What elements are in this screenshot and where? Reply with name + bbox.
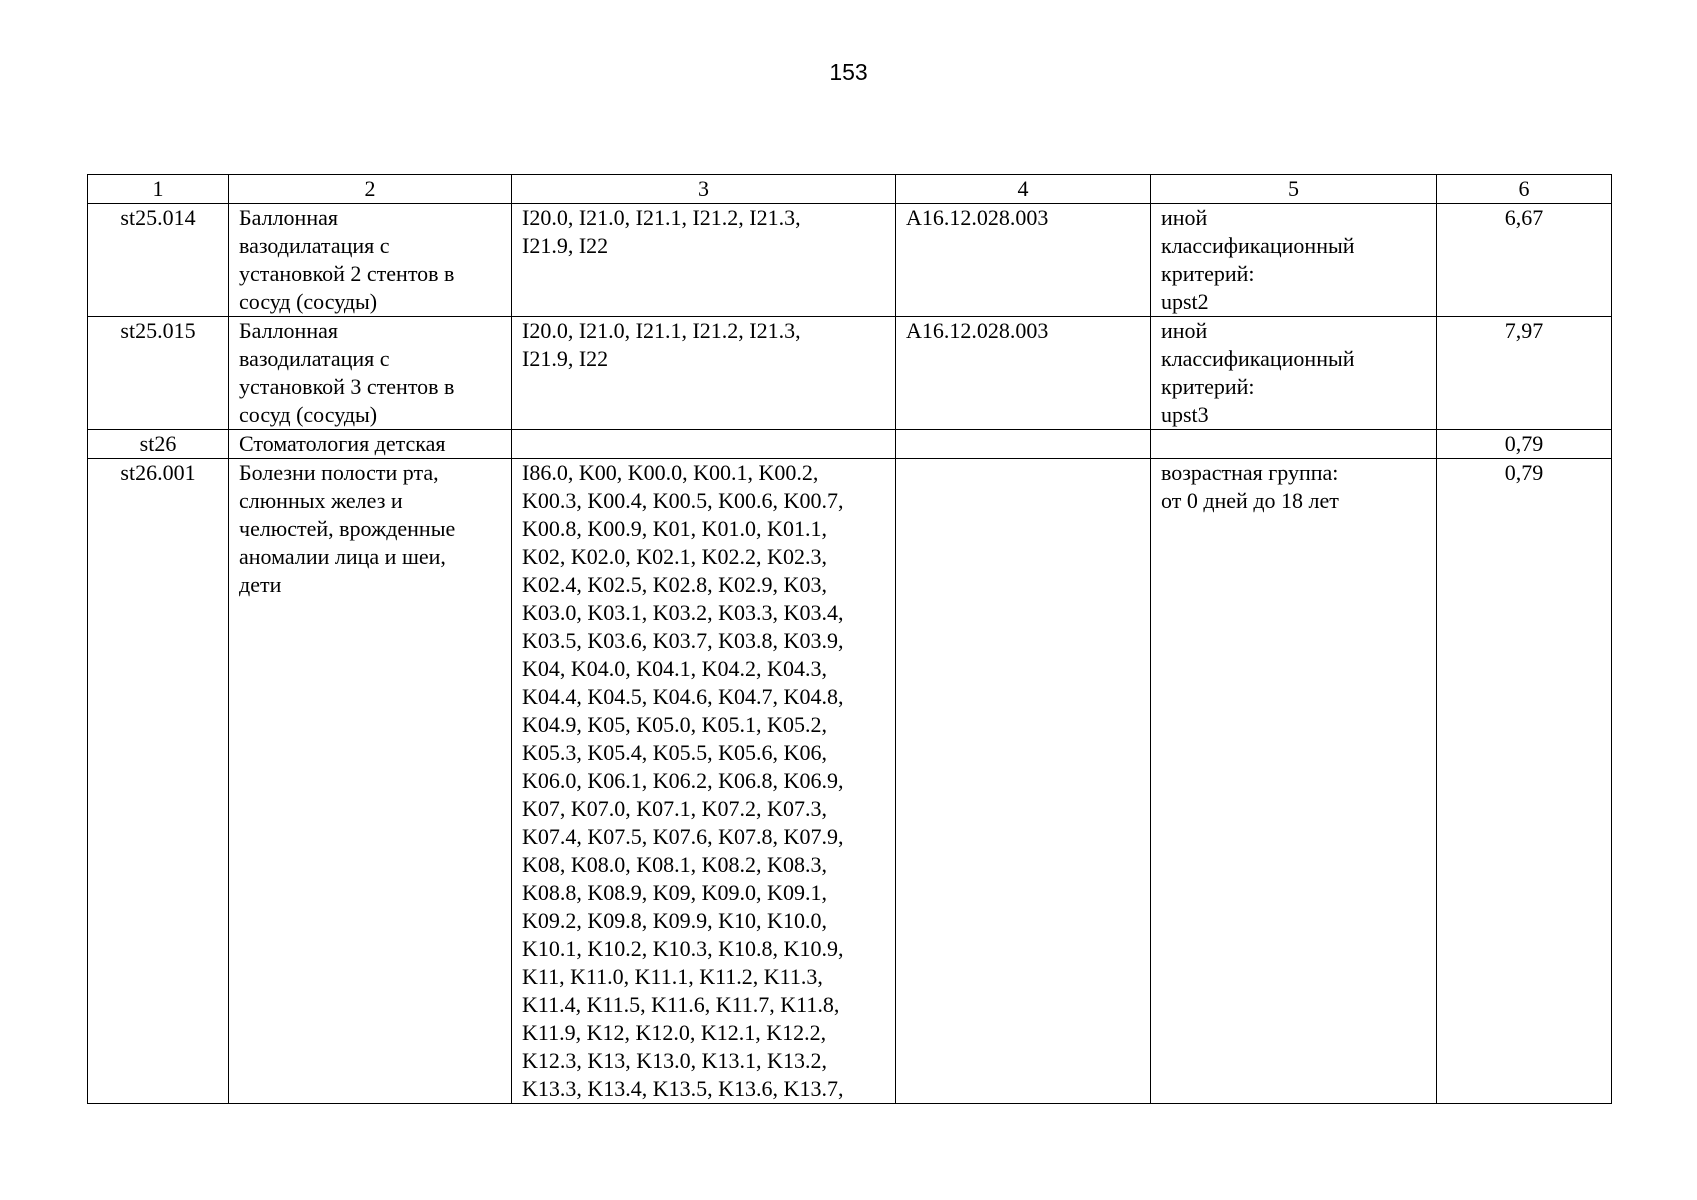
header-col-1: 1 (88, 175, 229, 204)
classification-criteria (1151, 459, 1437, 1104)
diagnosis-codes-line: K13.3, K13.4, K13.5, K13.6, K13.7, (522, 1076, 844, 1101)
diagnosis-codes-line: K04.9, K05, K05.0, K05.1, K05.2, (522, 712, 827, 737)
classification-criteria (1151, 317, 1437, 430)
header-col-2: 2 (229, 175, 512, 204)
ksg-name-line: Баллонная (239, 205, 338, 230)
ksg-name-line: челюстей, врожденные (239, 516, 456, 541)
ksg-name (229, 204, 512, 317)
header-row (88, 175, 1612, 204)
coefficient: 7,97 (1437, 317, 1612, 430)
header-col-6: 6 (1437, 175, 1612, 204)
ksg-name-line: установкой 2 стентов в (239, 261, 455, 286)
diagnosis-codes-line: K11.4, K11.5, K11.6, K11.7, K11.8, (522, 992, 840, 1017)
ksg-name-line: Болезни полости рта, (239, 460, 439, 485)
diagnosis-codes (512, 430, 896, 459)
ksg-name-line: сосуд (сосуды) (239, 289, 378, 314)
ksg-name-line: установкой 3 стентов в (239, 374, 455, 399)
ksg-name-line: Стоматология детская (239, 431, 446, 456)
classification-criteria-line: классификационный (1161, 233, 1355, 258)
diagnosis-codes-line: K11.9, K12, K12.0, K12.1, K12.2, (522, 1020, 827, 1045)
page-number: 153 (829, 59, 868, 85)
ksg-name (229, 317, 512, 430)
ksg-name-line: аномалии лица и шеи, (239, 544, 446, 569)
diagnosis-codes-line: K00.8, K00.9, K01, K01.0, K01.1, (522, 516, 827, 541)
classification-criteria-line: иной (1161, 205, 1208, 230)
ksg-code: st25.014 (88, 204, 229, 317)
diagnosis-codes-line: I21.9, I22 (522, 233, 609, 258)
diagnosis-codes (512, 204, 896, 317)
diagnosis-codes-line: K02, K02.0, K02.1, K02.2, K02.3, (522, 544, 827, 569)
coefficient: 0,79 (1437, 459, 1612, 1104)
ksg-name-line: дети (239, 572, 282, 597)
diagnosis-codes-line: I86.0, K00, K00.0, K00.1, K00.2, (522, 460, 819, 485)
header-col-3: 3 (512, 175, 896, 204)
diagnosis-codes-line: K08, K08.0, K08.1, K08.2, K08.3, (522, 852, 827, 877)
ksg-name-line: Баллонная (239, 318, 338, 343)
diagnosis-codes (512, 317, 896, 430)
diagnosis-codes-line: I21.9, I22 (522, 346, 609, 371)
service-code (896, 430, 1151, 459)
table-row (88, 459, 1612, 1104)
classification-criteria (1151, 430, 1437, 459)
service-code: A16.12.028.003 (896, 317, 1151, 430)
diagnosis-codes-line: K05.3, K05.4, K05.5, K05.6, K06, (522, 740, 827, 765)
header-col-5: 5 (1151, 175, 1437, 204)
ksg-code: st26.001 (88, 459, 229, 1104)
table-row (88, 430, 1612, 459)
classification-criteria-line: возрастная группа: (1161, 460, 1339, 485)
classification-criteria-line: классификационный (1161, 346, 1355, 371)
service-code: A16.12.028.003 (896, 204, 1151, 317)
coefficient: 0,79 (1437, 430, 1612, 459)
diagnosis-codes-line: K04.4, K04.5, K04.6, K04.7, K04.8, (522, 684, 844, 709)
diagnosis-codes-line: I20.0, I21.0, I21.1, I21.2, I21.3, (522, 205, 801, 230)
ksg-name-line: сосуд (сосуды) (239, 402, 378, 427)
diagnosis-codes-line: K06.0, K06.1, K06.2, K06.8, K06.9, (522, 768, 844, 793)
classification-criteria (1151, 204, 1437, 317)
coefficient: 6,67 (1437, 204, 1612, 317)
service-code (896, 459, 1151, 1104)
ksg-code: st25.015 (88, 317, 229, 430)
ksg-name-line: слюнных желез и (239, 488, 403, 513)
diagnosis-codes-line: K04, K04.0, K04.1, K04.2, K04.3, (522, 656, 827, 681)
ksg-table (87, 174, 1612, 1104)
diagnosis-codes-line: K10.1, K10.2, K10.3, K10.8, K10.9, (522, 936, 844, 961)
ksg-name-line: вазодилатация с (239, 346, 390, 371)
ksg-name (229, 430, 512, 459)
diagnosis-codes-line: K03.5, K03.6, K03.7, K03.8, K03.9, (522, 628, 844, 653)
diagnosis-codes (512, 459, 896, 1104)
table-body (88, 204, 1612, 1104)
diagnosis-codes-line: K02.4, K02.5, K02.8, K02.9, K03, (522, 572, 827, 597)
diagnosis-codes-line: K09.2, K09.8, K09.9, K10, K10.0, (522, 908, 827, 933)
classification-criteria-line: иной (1161, 318, 1208, 343)
diagnosis-codes-line: K07.4, K07.5, K07.6, K07.8, K07.9, (522, 824, 844, 849)
header-col-4: 4 (896, 175, 1151, 204)
ksg-name (229, 459, 512, 1104)
classification-criteria-line: критерий: (1161, 374, 1255, 399)
classification-criteria-line: от 0 дней до 18 лет (1161, 488, 1339, 513)
diagnosis-codes-line: K03.0, K03.1, K03.2, K03.3, K03.4, (522, 600, 844, 625)
classification-criteria-line: критерий: (1161, 261, 1255, 286)
diagnosis-codes-line: K07, K07.0, K07.1, K07.2, K07.3, (522, 796, 827, 821)
ksg-code: st26 (88, 430, 229, 459)
diagnosis-codes-line: K08.8, K08.9, K09, K09.0, K09.1, (522, 880, 827, 905)
classification-criteria-line: upst2 (1161, 289, 1209, 314)
ksg-name-line: вазодилатация с (239, 233, 390, 258)
table-row (88, 204, 1612, 317)
table-row (88, 317, 1612, 430)
diagnosis-codes-line: K12.3, K13, K13.0, K13.1, K13.2, (522, 1048, 827, 1073)
diagnosis-codes-line: K11, K11.0, K11.1, K11.2, K11.3, (522, 964, 823, 989)
diagnosis-codes-line: K00.3, K00.4, K00.5, K00.6, K00.7, (522, 488, 844, 513)
diagnosis-codes-line: I20.0, I21.0, I21.1, I21.2, I21.3, (522, 318, 801, 343)
classification-criteria-line: upst3 (1161, 402, 1209, 427)
